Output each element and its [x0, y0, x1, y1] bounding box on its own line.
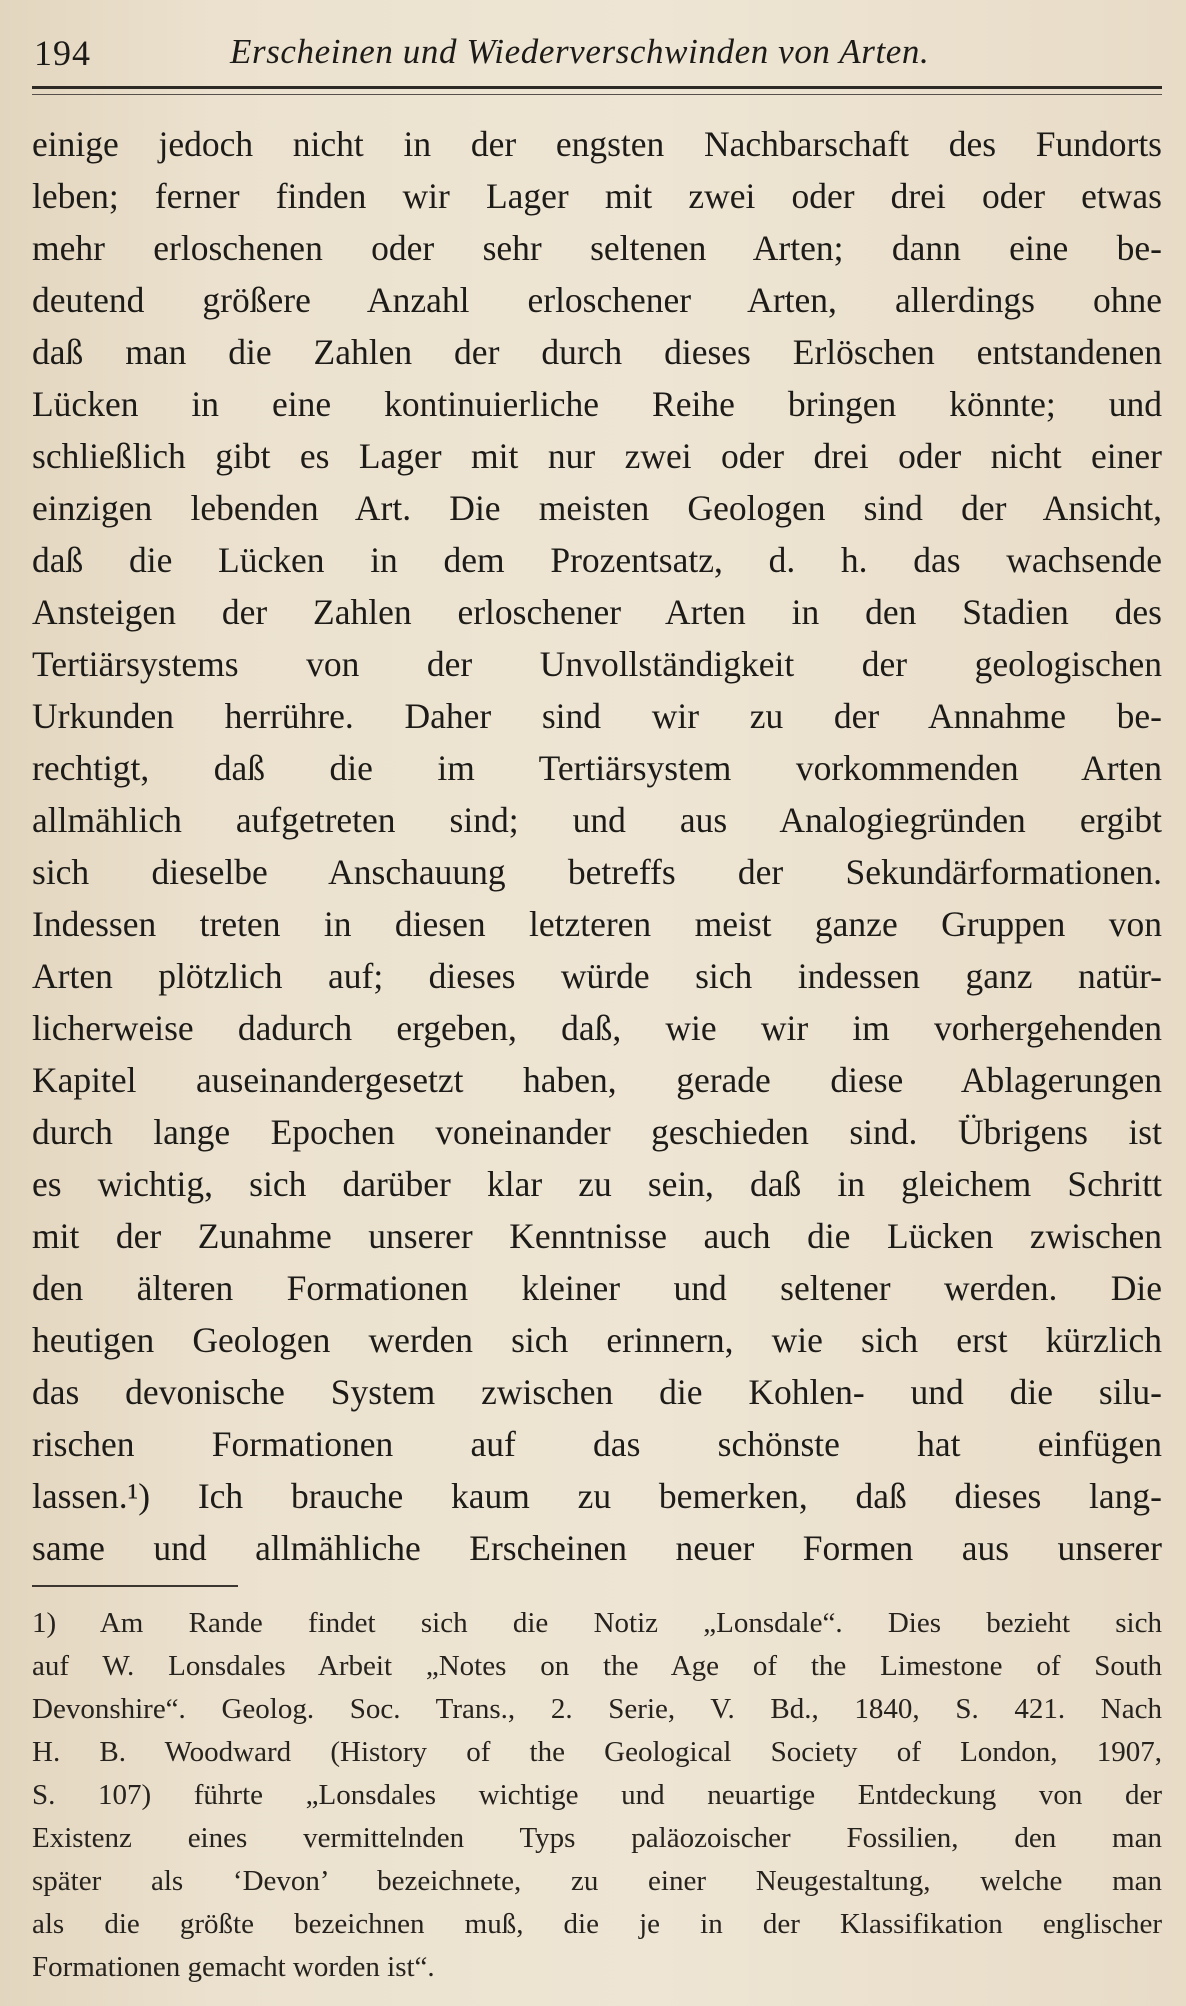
text-line: Tertiärsystems von der Unvollständigkeit der geologischen	[32, 644, 1162, 684]
text-line: Lücken in eine kontinuierliche Reihe bringen könnte; und	[32, 384, 1162, 424]
text-line: Kapitel auseinandergesetzt haben, gerade diese Ablagerungen	[32, 1060, 1162, 1100]
footnote-rule	[32, 1585, 238, 1587]
text-line: Indessen treten in diesen letzteren meist ganze Gruppen von	[32, 904, 1162, 944]
footnote-line: H. B. Woodward (History of the Geological Society of London, 1907,	[32, 1736, 1162, 1768]
text-line: licherweise dadurch ergeben, daß, wie wir im vorhergehenden	[32, 1008, 1162, 1048]
running-title: Erscheinen und Wiederverschwinden von Arten.	[230, 32, 930, 71]
text-line: mit der Zunahme unserer Kenntnisse auch die Lücken zwischen	[32, 1216, 1162, 1256]
text-line: Urkunden herrühre. Daher sind wir zu der Annahme be-	[32, 696, 1162, 736]
text-line: allmählich aufgetreten sind; und aus Analogiegründen ergibt	[32, 800, 1162, 840]
text-line: deutend größere Anzahl erloschener Arten, allerdings ohne	[32, 280, 1162, 320]
text-line: Arten plötzlich auf; dieses würde sich indessen ganz natür-	[32, 956, 1162, 996]
text-line: same und allmähliche Erscheinen neuer Formen aus unserer	[32, 1528, 1162, 1568]
text-line: einige jedoch nicht in der engsten Nachbarschaft des Fundorts	[32, 124, 1162, 164]
text-line: sich dieselbe Anschauung betreffs der Sekundärformationen.	[32, 852, 1162, 892]
text-line: rischen Formationen auf das schönste hat einfügen	[32, 1424, 1162, 1464]
footnote-line: Devonshire“. Geolog. Soc. Trans., 2. Serie, V. Bd., 1840, S. 421. Nach	[32, 1693, 1162, 1725]
text-line: es wichtig, sich darüber klar zu sein, daß in gleichem Schritt	[32, 1164, 1162, 1204]
footnote-line: Formationen gemacht worden ist“.	[32, 1951, 435, 1983]
header-rule-thin	[32, 94, 1162, 95]
text-line: heutigen Geologen werden sich erinnern, wie sich erst kürzlich	[32, 1320, 1162, 1360]
text-line: daß die Lücken in dem Prozentsatz, d. h. das wachsende	[32, 540, 1162, 580]
page-number: 194	[34, 33, 91, 73]
footnote-line: 1) Am Rande findet sich die Notiz „Lonsdale“. Dies bezieht sich	[32, 1607, 1162, 1639]
text-line: Ansteigen der Zahlen erloschener Arten in den Stadien des	[32, 592, 1162, 632]
text-line: mehr erloschenen oder sehr seltenen Arten; dann eine be-	[32, 228, 1162, 268]
text-line: schließlich gibt es Lager mit nur zwei oder drei oder nicht einer	[32, 436, 1162, 476]
footnote	[32, 1602, 1162, 1989]
footnote-line: S. 107) führte „Lonsdales wichtige und neuartige Entdeckung von der	[32, 1779, 1162, 1811]
main-text	[32, 118, 1162, 1574]
text-line: rechtigt, daß die im Tertiärsystem vorkommenden Arten	[32, 748, 1162, 788]
footnote-line: später als ‘Devon’ bezeichnete, zu einer Neugestaltung, welche man	[32, 1865, 1162, 1897]
footnote-line: als die größte bezeichnen muß, die je in der Klassifikation englischer	[32, 1908, 1162, 1940]
text-line: den älteren Formationen kleiner und seltener werden. Die	[32, 1268, 1162, 1308]
header-rule	[32, 86, 1162, 89]
text-line: durch lange Epochen voneinander geschieden sind. Übrigens ist	[32, 1112, 1162, 1152]
text-line: das devonische System zwischen die Kohlen- und die silu-	[32, 1372, 1162, 1412]
text-line: daß man die Zahlen der durch dieses Erlöschen entstandenen	[32, 332, 1162, 372]
text-line: lassen.¹) Ich brauche kaum zu bemerken, daß dieses lang-	[32, 1476, 1162, 1516]
page-header	[34, 28, 1162, 80]
text-line: leben; ferner finden wir Lager mit zwei oder drei oder etwas	[32, 176, 1162, 216]
footnote-line: Existenz eines vermittelnden Typs paläozoischer Fossilien, den man	[32, 1822, 1162, 1854]
footnote-line: auf W. Lonsdales Arbeit „Notes on the Age of the Limestone of South	[32, 1650, 1162, 1682]
text-line: einzigen lebenden Art. Die meisten Geologen sind der Ansicht,	[32, 488, 1162, 528]
